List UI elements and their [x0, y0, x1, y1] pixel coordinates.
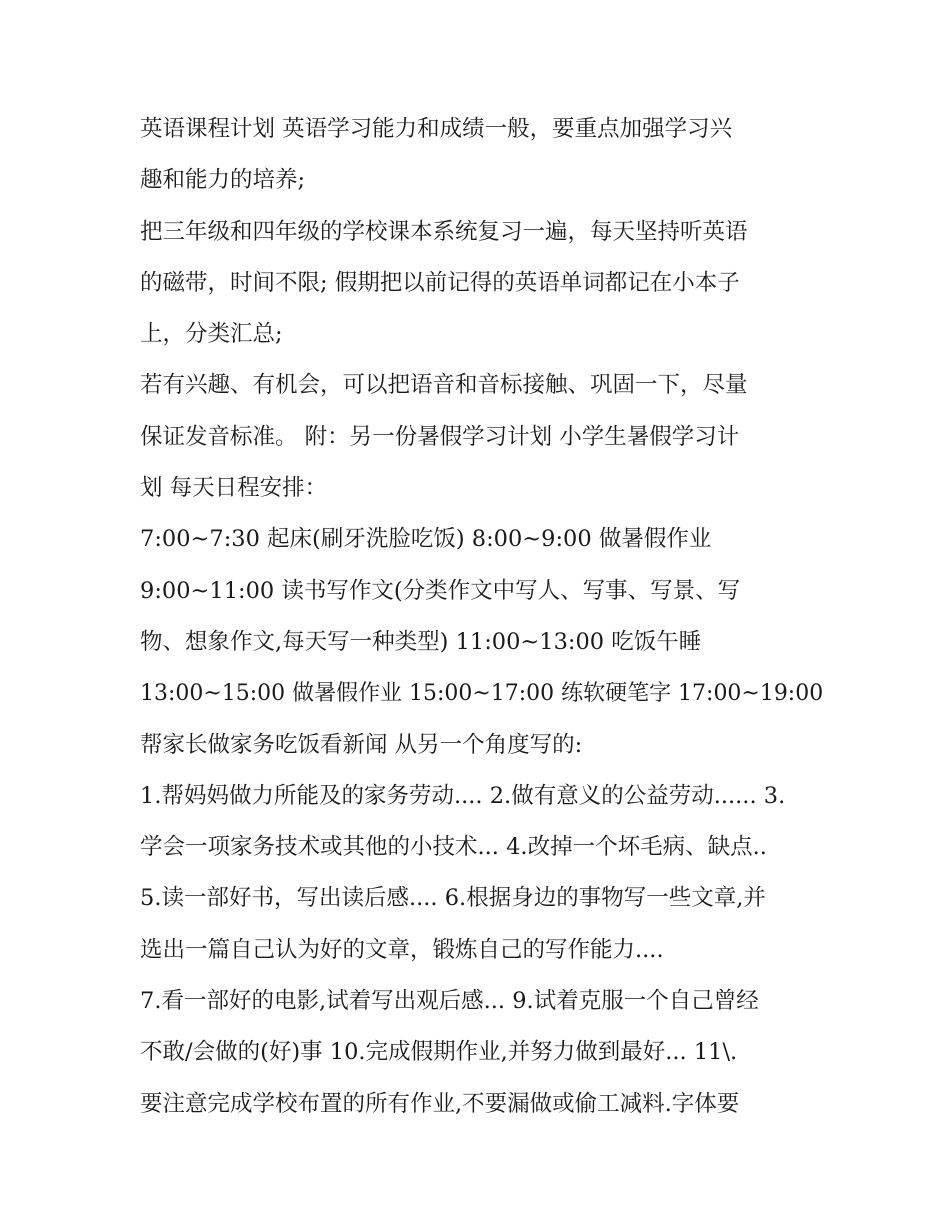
text-line: 7.看一部好的电影,试着写出观后感... 9.试着克服一个自己曾经: [140, 988, 759, 1015]
text-line: 选出一篇自己认为好的文章，锻炼自己的写作能力....: [140, 936, 664, 963]
text-line: 1.帮妈妈做力所能及的家务劳动.... 2.做有意义的公益劳动...... 3.: [140, 782, 786, 809]
text-line: 划 每天日程安排：: [140, 475, 328, 502]
text-line: 保证发音标准。 附：另一份暑假学习计划 小学生暑假学习计: [140, 423, 740, 450]
text-line: 若有兴趣、有机会，可以把语音和音标接触、巩固一下，尽量: [140, 372, 748, 399]
document-body: [140, 104, 830, 1130]
text-line: 不敢/会做的(好)事 10.完成假期作业,并努力做到最好... 11\.: [140, 1039, 738, 1066]
text-line: 英语课程计划 英语学习能力和成绩一般，要重点加强学习兴: [140, 116, 733, 142]
text-line: 学会一项家务技术或其他的小技术... 4.改掉一个坏毛病、缺点..: [140, 834, 767, 861]
text-line: 物、想象作文,每天写一种类型) 11:00~13:00 吃饭午睡: [140, 628, 702, 655]
text-line: 把三年级和四年级的学校课本系统复习一遍，每天坚持听英语: [140, 218, 748, 245]
text-line: 13:00~15:00 做暑假作业 15:00~17:00 练软硬笔字 17:00~19:00: [140, 681, 824, 707]
text-line: 上，分类汇总;: [140, 321, 283, 348]
text-line: 7:00~7:30 起床(刷牙洗脸吃饭) 8:00~9:00 做暑假作业: [140, 526, 712, 553]
text-line: 要注意完成学校布置的所有作业,不要漏做或偷工减料.字体要: [140, 1090, 740, 1117]
text-line: 5.读一部好书，写出读后感.... 6.根据身边的事物写一些文章,并: [140, 885, 766, 912]
text-line: 的磁带，时间不限; 假期把以前记得的英语单词都记在小本子: [140, 269, 740, 296]
text-line: 趣和能力的培养;: [140, 167, 306, 194]
text-line: 9:00~11:00 读书写作文(分类作文中写人、写事、写景、写: [140, 577, 741, 604]
text-line: 帮家长做家务吃饭看新闻 从另一个角度写的:: [140, 731, 583, 758]
